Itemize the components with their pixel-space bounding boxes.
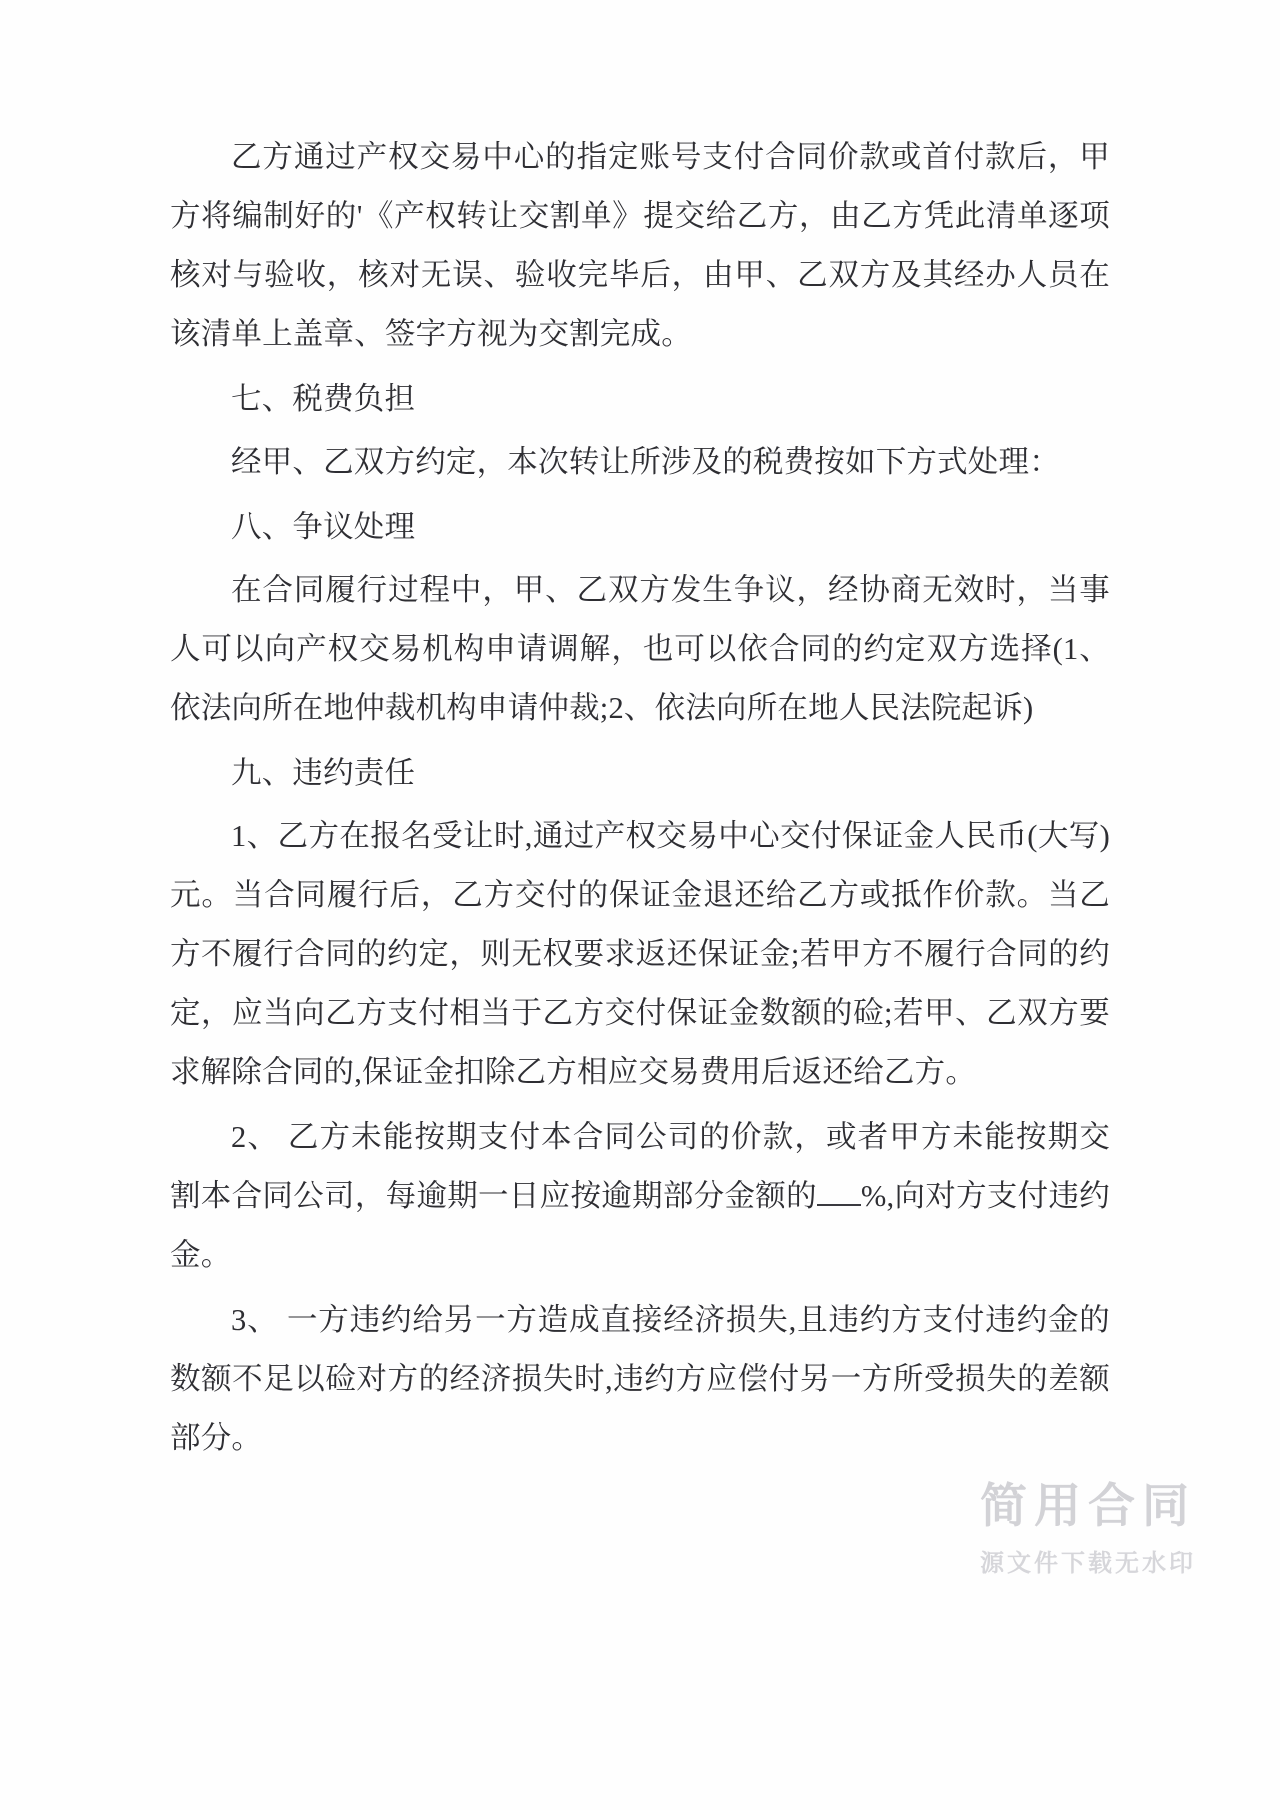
dispute-paragraph: 在合同履行过程中，甲、乙双方发生争议，经协商无效时，当事人可以向产权交易机构申请调解，也可以依合同的约定双方选择(1、依法向所在地仲裁机构申请仲裁;2、依法向所在地人民法院起诉) xyxy=(170,573,1110,725)
tax-paragraph: 经甲、乙双方约定，本次转让所涉及的税费按如下方式处理： xyxy=(231,445,1060,479)
document-body xyxy=(170,128,1110,1468)
watermark-title: 简用合同 xyxy=(980,1478,1196,1534)
breach-item-2-suffix: %,向对方支付违约金。 xyxy=(170,1179,1110,1272)
breach-item-1: 1、乙方在报名受让时,通过产权交易中心交付保证金人民币(大写)元。当合同履行后，乙方交付的保证金退还给乙方或抵作价款。当乙方不履行合同的约定，则无权要求返还保证金;若甲方不履行合同的约定，应当向乙方支付相当于乙方交付保证金数额的硷;若甲、乙双方要求解除合同的,保证金扣除乙方相应交易费用后返还给乙方。 xyxy=(170,819,1110,1089)
watermark-subtitle: 源文件下载无水印 xyxy=(980,1549,1196,1577)
watermark xyxy=(980,1480,1196,1578)
breach-item-3: 3、 一方违约给另一方造成直接经济损失,且违约方支付违约金的数额不足以硷对方的经济损失时,违约方应偿付另一方所受损失的差额部分。 xyxy=(170,1303,1110,1455)
section-seven-heading: 七、税费负担 xyxy=(231,382,416,416)
delivery-list-paragraph: 乙方通过产权交易中心的指定账号支付合同价款或首付款后，甲方将编制好的'《产权转让交割单》提交给乙方，由乙方凭此清单逐项核对与验收，核对无误、验收完毕后，由甲、乙双方及其经办人员在该清单上盖章、签字方视为交割完成。 xyxy=(170,140,1110,351)
breach-item-2 xyxy=(170,1108,1110,1285)
section-nine-heading: 九、违约责任 xyxy=(231,756,416,790)
breach-item-2-prefix: 2、 乙方未能按期支付本合同公司的价款，或者甲方未能按期交割本合同公司，每逾期一日应按逾期部分金额的 xyxy=(170,1120,1110,1213)
penalty-rate-blank[interactable] xyxy=(817,1204,861,1206)
section-eight-heading: 八、争议处理 xyxy=(231,510,416,544)
